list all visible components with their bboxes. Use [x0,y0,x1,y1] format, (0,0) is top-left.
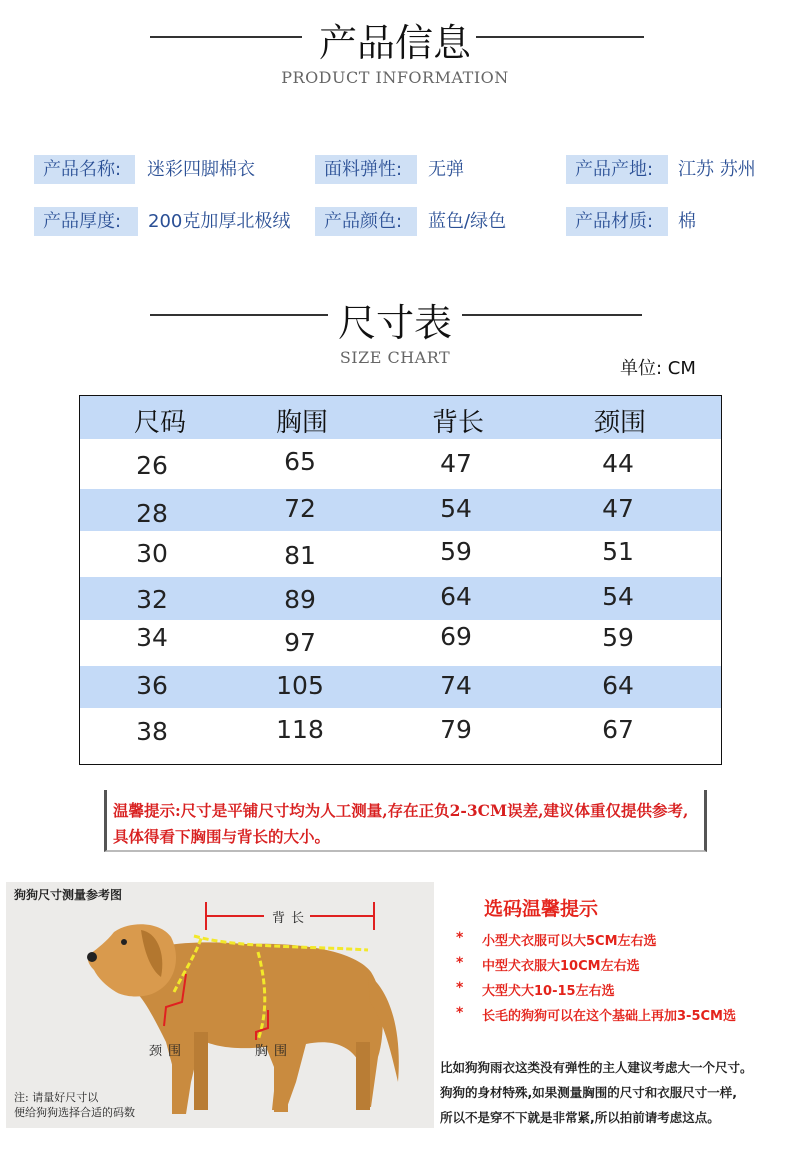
table-header-row [80,396,721,439]
cell-size: 36 [136,671,168,700]
advice-line: 所以不是穿不下就是非常紧,所以拍前请考虑这点。 [440,1110,720,1125]
cell-neck: 51 [602,537,634,566]
cell-size: 34 [136,623,168,652]
col-header-size: 尺码 [133,408,186,438]
advice-line: 狗狗的身材特殊,如果测量胸围的尺寸和衣服尺寸一样, [440,1085,737,1100]
notice-box [104,790,707,852]
tip-star-icon: * [456,1005,464,1021]
unit-label: 单位: CM [620,358,696,379]
cell-neck: 59 [602,623,634,652]
cell-back: 47 [440,449,472,478]
figure-note [14,1090,135,1120]
info-value-thickness: 200克加厚北极绒 [148,211,291,232]
table-row [80,531,721,577]
cell-chest: 81 [284,541,316,570]
figure-note-line: 注: 请量好尺寸以 [14,1091,99,1104]
info-value-origin: 江苏 苏州 [678,159,756,180]
cell-chest: 105 [276,671,324,700]
product-info-subtitle: PRODUCT INFORMATION [281,68,509,87]
info-label-elasticity: 面料弹性: [315,155,417,184]
info-value-color: 蓝色/绿色 [428,211,507,232]
col-header-neck: 颈围 [593,408,646,438]
tip-star-icon: * [456,980,464,996]
table-row [80,577,721,620]
cell-neck: 54 [602,582,634,611]
col-header-back: 背长 [431,408,484,438]
info-value-material: 棉 [678,211,696,232]
back-length-label: 背长 [272,911,311,926]
info-label-name: 产品名称: [34,155,135,184]
info-label-material: 产品材质: [566,207,668,236]
cell-chest: 65 [284,447,316,476]
tip-item: 小型犬衣服可以大5CM左右选 [482,934,657,949]
chest-label: 胸围 [255,1044,294,1059]
tip-item: 中型犬衣服大10CM左右选 [482,959,640,974]
info-value-elasticity: 无弹 [428,159,464,180]
tip-star-icon: * [456,930,464,946]
info-label-thickness: 产品厚度: [34,207,138,236]
measurement-notice: 温馨提示:尺寸是平铺尺寸均为人工测量,存在正负2-3CM误差,建议体重仅提供参考,具体得看下胸围与背长的大小。 [113,801,689,846]
table-row [80,620,721,666]
dog-measurement-figure [6,882,434,1128]
cell-size: 30 [136,539,168,568]
cell-chest: 89 [284,585,316,614]
cell-chest: 72 [284,494,316,523]
cell-back: 64 [440,582,472,611]
cell-back: 59 [440,537,472,566]
table-row [80,489,721,531]
size-table [79,395,722,765]
cell-chest: 118 [276,715,324,744]
cell-size: 28 [136,499,168,528]
info-label-origin: 产品产地: [566,155,668,184]
figure-note-line: 便给狗狗选择合适的码数 [14,1106,135,1119]
cell-size: 38 [136,717,168,746]
tip-item: 长毛的狗狗可以在这个基础上再加3-5CM选 [482,1009,736,1024]
table-row [80,666,721,708]
figure-title: 狗狗尺寸测量参考图 [14,888,123,902]
tips-title: 选码温馨提示 [484,898,599,920]
neck-label: 颈围 [149,1044,188,1059]
cell-chest: 97 [284,628,316,657]
size-tips [436,882,790,1166]
cell-neck: 47 [602,494,634,523]
cell-back: 74 [440,671,472,700]
size-chart-title: 尺寸表 [337,301,452,345]
col-header-chest: 胸围 [275,408,328,438]
size-chart-subtitle: SIZE CHART [339,348,451,367]
advice-line: 比如狗狗雨衣这类没有弹性的主人建议考虑大一个尺寸。 [440,1060,753,1075]
tip-star-icon: * [456,955,464,971]
cell-back: 69 [440,622,472,651]
product-info-title: 产品信息 [318,21,471,65]
cell-size: 26 [136,451,168,480]
cell-back: 79 [440,715,472,744]
info-label-color: 产品颜色: [315,207,417,236]
cell-neck: 64 [602,671,634,700]
tip-item: 大型犬大10-15左右选 [482,984,615,999]
info-value-name: 迷彩四脚棉衣 [147,159,255,180]
cell-neck: 44 [602,449,634,478]
table-row [80,708,721,764]
cell-back: 54 [440,494,472,523]
cell-size: 32 [136,585,168,614]
table-row [80,439,721,489]
cell-neck: 67 [602,715,634,744]
